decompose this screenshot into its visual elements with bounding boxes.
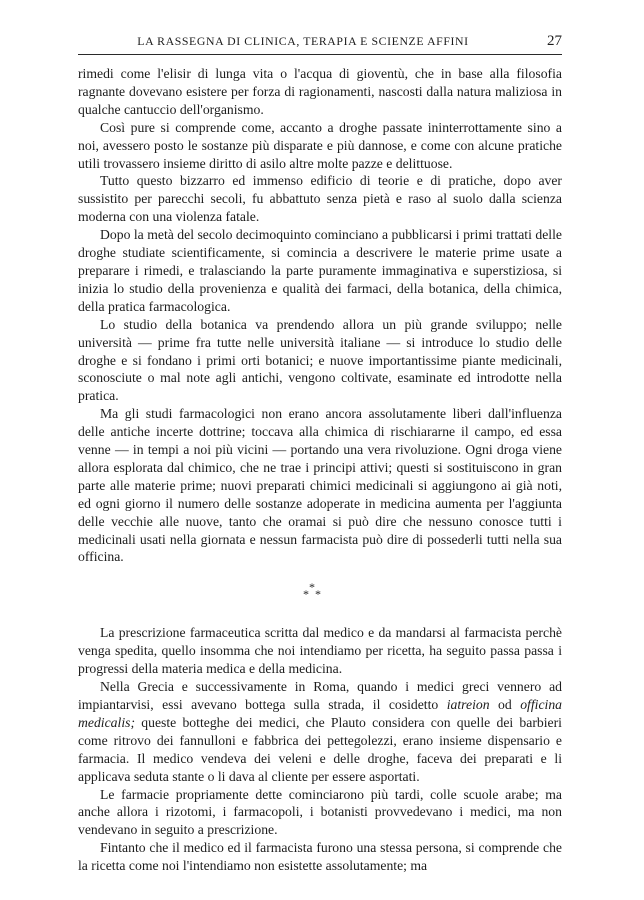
body-text [78,65,562,875]
page-number: 27 [547,33,562,49]
paragraph-text: Nella Grecia e successivamente in Roma, quando i medici greci vennero ad impiantarvisi, essi avevano bottega sulla strada, il cosidetto [78,679,562,712]
paragraph: Lo studio della botanica va prendendo allora un più grande sviluppo; nelle università — prime fra tutte nelle università italiane — si introduce lo studio delle droghe e si fondano i primi orti botanici; e nuove importantissime piante medicinali, sconosciute o mal note agli antichi, vengono coltivate, esaminate ed introdotte nella pratica. [78,316,562,404]
paragraph-text: od [489,697,521,712]
paragraph-continued: rimedi come l'elisir di lunga vita o l'acqua di gioventù, che in base alla filosofia ragnante dovevano esistere per forza di ragionamenti, nascosti dalla natura maliziosa in qualche cantuccio dell'organismo. [78,66,562,117]
asterism-star: * [309,580,315,595]
paragraph: Le farmacie propriamente dette cominciarono più tardi, colle scuole arabe; ma anche allora i rizotomi, i farmacopoli, i botanisti provvedevano i medici, ma non vendevano in seguito a prescrizione. [78,786,562,838]
paragraph: La prescrizione farmaceutica scritta dal medico e da mandarsi al farmacista perchè venga spedita, quello insomma che noi intendiamo per ricetta, ha seguito passa passa i progressi della materia medica e della medicina. [78,625,562,677]
page-header [78,32,562,55]
paragraph: Così pure si comprende come, accanto a droghe passate ininterrottamente sino a noi, avessero posto le sostanze più disparate e più dannose, e come con alcune pratiche utili trovassero insieme diritto di asilo altre molte pazze e delittuose. [78,119,562,171]
paragraph: Ma gli studi farmacologici non erano ancora assolutamente liberi dall'influenza delle antiche incerte dottrine; toccava alla chimica di rischiararne il campo, ed essa venne — in tempi a noi più vicini — portando una vera rivoluzione. Ogni droga viene allora esplorata dal chimico, che ne trae i principi attivi; questi si sostituiscono in gran parte alle materie prime; nuovi preparati chimici medicinali si aggiungono ai già noti, ed ogni giorno il numero delle sostanze adoperate in medicina aumenta per l'aggiunta delle vecchie alle nuove, tanto che oramai si può dire che nessuno conosce tutti i medicinali usati nella giornata e nessun farmacista può dire di possederli tutti nella sua officina. [78,406,562,565]
term-officina-medicalis: officina medicalis; [78,697,563,730]
section-asterism [78,566,562,616]
running-head: LA RASSEGNA DI CLINICA, TERAPIA E SCIENZE AFFINI [137,34,469,48]
term-iatreion: iatreion [446,697,490,712]
paragraph: Dopo la metà del secolo decimoquinto cominciano a pubblicarsi i primi trattati delle droghe studiate scientificamente, si comincia a descrivere le materie prime usate a preparare i rimedi, e tralasciando la parte puramente immaginativa e superstiziosa, si inizia lo studio della provenienza e qualità dei farmaci, della botanica, della chimica, della pratica farmacologica. [78,227,562,314]
asterism-star: * [315,587,321,602]
paragraph-text: queste botteghe dei medici, che Plauto considera con quelle dei barbieri come ritrovo dei fannulloni e fabbrica dei pettegolezzi, erano insieme dispensario e farmacia. Il medico vendeva dei veleni e delle droghe, faceva dei preparati e li applicava seduta stante o li dava al cliente per essere asportati. [78,714,562,784]
book-page [78,32,562,875]
paragraph: Fintanto che il medico ed il farmacista furono una stessa persona, si comprende che la ricetta come noi l'intendiamo non esistette assolutamente; ma [78,840,562,874]
paragraph: Tutto questo bizzarro ed immenso edificio di teorie e di pratiche, dopo aver sussistito per parecchi secoli, fu abbattuto senza pietà e raso al suolo dalla scienza moderna con una violenza fatale. [78,173,562,225]
paragraph-with-latin-terms [78,678,562,785]
asterism-star: * [303,587,309,602]
